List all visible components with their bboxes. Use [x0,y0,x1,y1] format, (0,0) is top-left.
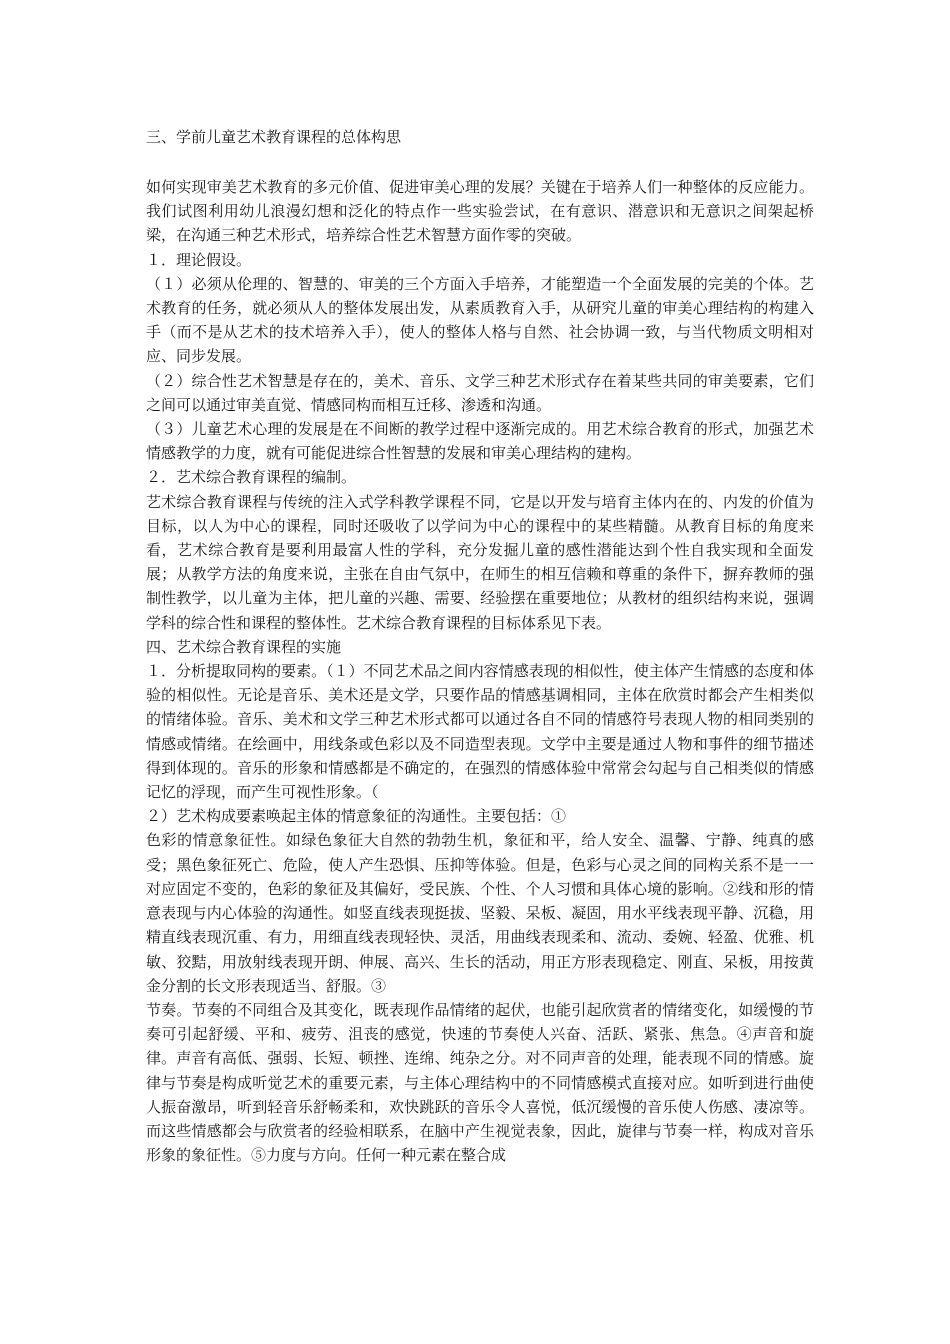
section-title: 三、学前儿童艺术教育课程的总体构思 [146,128,402,146]
document-page [146,125,814,1167]
spacer [146,149,814,175]
paragraph-color-line-shape: 色彩的情意象征性。如绿色象征大自然的勃勃生机，象征和平，给人安全、温馨、宁静、纯真的感受；黑色象征死亡、危险，使人产生恐惧、压抑等体验。但是，色彩与心灵之间的同构关系不是一一对应固定不变的，色彩的象征及其偏好，受民族、个性、个人习惯和具体心境的影响。②线和形的情意表现与内心体验的沟通性。如竖直线表现挺拔、坚毅、呆板、凝固，用水平线表现平静、沉稳，用精直线表现沉重、有力，用细直线表现轻快、灵活，用曲线表现柔和、流动、委婉、轻盈、优雅、机敏、狡黠，用放射线表现开朗、伸展、高兴、生长的活动，用正方形表现稳定、刚直、呆板，用按黄金分割的长文形表现适当、舒服。③ [146,831,814,995]
document-body [146,175,814,1167]
paragraph-theory-1: （１）必须从伦理的、智慧的、审美的三个方面入手培养，才能塑造一个全面发展的完美的个体。艺术教育的任务，就必须从人的整体发展出发，从素质教育入手，从研究儿童的审美心理结构的构建入手（而不是从艺术的技术培养入手），使人的整体人格与自然、社会协调一致，与当代物质文明相对应、同步发展。 [146,274,814,366]
paragraph-curriculum: 艺术综合教育课程与传统的注入式学科教学课程不同，它是以开发与培育主体内在的、内发的价值为目标，以人为中心的课程，同时还吸收了以学问为中心的课程中的某些精髓。从教育目标的角度来看，艺术综合教育是要利用最富人性的学科，充分发掘儿童的感性潜能达到个性自我实现和全面发展；从教学方法的角度来说，主张在自由气氛中，在师生的相互信赖和尊重的条件下，摒弃教师的强制性教学，以儿童为主体，把儿童的兴趣、需要、经验摆在重要地位；从教材的组织结构来说，强调学科的综合性和课程的整体性。艺术综合教育课程的目标体系见下表。 [146,492,814,632]
paragraph-isomorphic-elements: １．分析提取同构的要素。（１）不同艺术品之间内容情感表现的相似性，使主体产生情感的态度和体验的相似性。无论是音乐、美术还是文学，只要作品的情感基调相同，主体在欣赏时都会产生相类似的情绪体验。音乐、美术和文学三种艺术形式都可以通过各自不同的情感符号表现人物的相同类别的情感或情绪。在绘画中，用线条或色彩以及不同造型表现。文学中主要是通过人物和事件的细节描述得到体现的。音乐的形象和情感都是不确定的，在强烈的情感体验中常常会勾起与自己相类似的情感记忆的浮现，而产生可视性形象。（ [146,662,814,802]
paragraph-section-four-title: 四、艺术综合教育课程的实施 [146,637,342,656]
paragraph-intro: 如何实现审美艺术教育的多元价值、促进审美心理的发展？关键在于培养人们一种整体的反应能力。我们试图利用幼儿浪漫幻想和泛化的特点作一些实验尝试，在有意识、潜意识和无意识之间架起桥梁，在沟通三种艺术形式，培养综合性艺术智慧方面作零的突破。 [146,178,814,245]
paragraph-heading-curriculum: ２．艺术综合教育课程的编制。 [146,468,357,487]
paragraph-elements-intro: ２）艺术构成要素唤起主体的情意象征的沟通性。主要包括：① [146,807,567,826]
paragraph-heading-theory: １．理论假设。 [146,250,252,269]
paragraph-theory-2: （２）综合性艺术智慧是存在的，美术、音乐、文学三种艺术形式存在着某些共同的审美要素，它们之间可以通过审美直觉、情感同构而相互迁移、渗透和沟通。 [146,371,814,414]
paragraph-rhythm-melody: 节奏。节奏的不同组合及其变化，既表现作品情绪的起伏，也能引起欣赏者的情绪变化，如缓慢的节奏可引起舒缓、平和、疲劳、沮丧的感觉，快速的节奏使人兴奋、活跃、紧张、焦急。④声音和旋律。声音有高低、强弱、长短、顿挫、连绵、纯杂之分。对不同声音的处理，能表现不同的情感。旋律与节奏是构成听觉艺术的重要元素，与主体心理结构中的不同情感模式直接对应。如听到进行曲使人振奋激昂，听到轻音乐舒畅柔和，欢快跳跃的音乐令人喜悦，低沉缓慢的音乐使人伤感、凄凉等。而这些情感都会与欣赏者的经验相联系，在脑中产生视觉表象，因此，旋律与节奏一样，构成对音乐形象的象征性。⑤力度与方向。任何一种元素在整合成 [146,1000,814,1165]
paragraph-theory-3: （３）儿童艺术心理的发展是在不间断的教学过程中逐渐完成的。用艺术综合教育的形式，加强艺术情感教学的力度，就有可能促进综合性智慧的发展和审美心理结构的建构。 [146,420,814,463]
